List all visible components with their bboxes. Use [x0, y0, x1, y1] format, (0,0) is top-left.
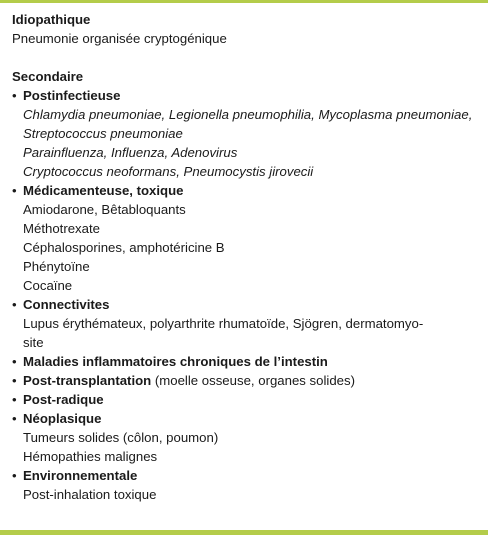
group-title: Maladies inflammatoires chroniques de l’intestin [23, 354, 328, 369]
group-environmental [12, 466, 478, 485]
list-item: site [23, 335, 44, 350]
list-item: Chlamydia pneumoniae, Legionella pneumophilia, Mycoplasma pneumoniae, [23, 107, 473, 122]
list-item: Tumeurs solides (côlon, poumon) [23, 430, 219, 445]
list-item: Cocaïne [23, 278, 73, 293]
group-radiation [12, 390, 478, 409]
group-title: Post-radique [23, 392, 104, 407]
list-item: Céphalosporines, amphotéricine B [23, 240, 225, 255]
group-title: Post-transplantation [23, 373, 152, 388]
group-drug [12, 181, 478, 200]
list-item: Cryptococcus neoformans, Pneumocystis jirovecii [23, 164, 314, 179]
group-postinfectious [12, 86, 478, 105]
group-title: Médicamenteuse, toxique [23, 183, 184, 198]
secondary-heading: Secondaire [12, 69, 84, 84]
list-item: Parainfluenza, Influenza, Adenovirus [23, 145, 238, 160]
group-title: Néoplasique [23, 411, 102, 426]
group-title: Connectivites [23, 297, 110, 312]
list-item: Lupus érythémateux, polyarthrite rhumatoïde, Sjögren, dermatomyo- [23, 316, 424, 331]
list-item: Post-inhalation toxique [23, 487, 157, 502]
list-item: Phénytoïne [23, 259, 90, 274]
list-item: Streptococcus pneumoniae [23, 126, 183, 141]
group-title: Environnementale [23, 468, 138, 483]
group-transplant [12, 371, 478, 390]
idiopathic-heading: Idiopathique [12, 12, 91, 27]
group-detail: (moelle osseuse, organes solides) [151, 373, 355, 388]
group-title: Postinfectieuse [23, 88, 121, 103]
list-item: Amiodarone, Bêtabloquants [23, 202, 186, 217]
section-spacer [12, 48, 478, 67]
list-item: Hémopathies malignes [23, 449, 158, 464]
group-ibd [12, 352, 478, 371]
idiopathic-item: Pneumonie organisée cryptogénique [12, 31, 227, 46]
group-connective [12, 295, 478, 314]
group-neoplastic [12, 409, 478, 428]
list-item: Méthotrexate [23, 221, 100, 236]
